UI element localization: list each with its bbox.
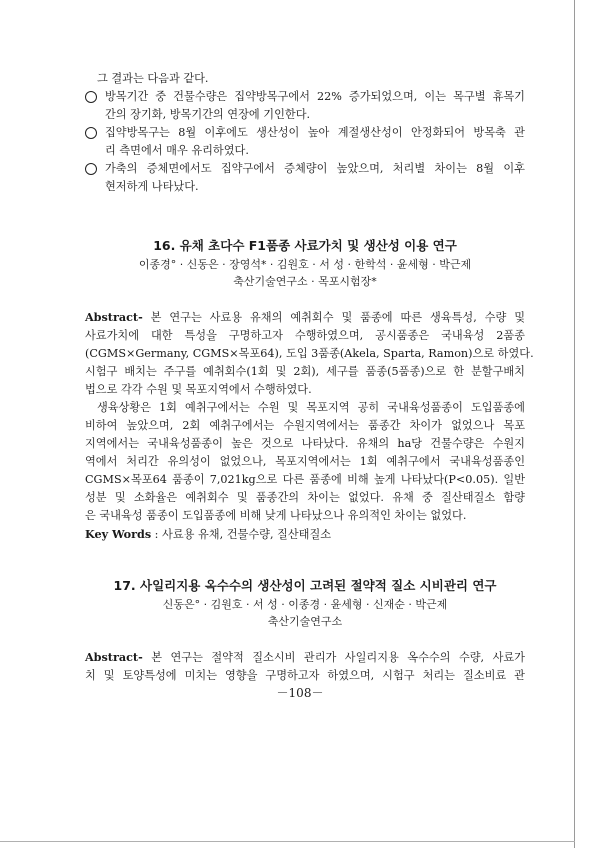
abstract-line: CGMS×목포64 품종이 7,021kg으로 다른 품종에 비해 높게 나타났다(P<0.05). 일반	[85, 473, 525, 486]
abstract-line: 역에서 처리간 유의성이 없었으나, 목포지역에서는 1회 예취구에서 국내육성품종인	[85, 455, 525, 468]
result-item	[85, 160, 525, 196]
circle-bullet-icon	[85, 163, 97, 175]
abstract-line: 비하여 높았으며, 2회 예취구에서는 수원지역에서는 품종간 차이가 없었으나 목포	[85, 419, 525, 432]
result-line: 가축의 증체면에서도 집약구에서 증체량이 높았으며, 처리별 차이는 8월 이후	[105, 162, 525, 175]
abstract-text: 본 연구는 사료용 유채의 예취회수 및 품종에 따른 생육특성, 수량 및	[142, 311, 525, 324]
affiliation: 축산기술연구소	[267, 615, 343, 628]
abstract-line: 지역에서는 국내육성품종이 높은 것으로 나타났다. 유채의 ha당 건물수량은 수원지	[85, 437, 525, 450]
result-line: 방목기간 중 건물수량은 집약방목구에서 22% 증가되었으며, 이는 목구별 휴목기	[105, 90, 525, 103]
affiliation: 축산기술연구소 · 목포시험장*	[233, 275, 377, 288]
page-body	[85, 70, 534, 685]
abstract-line: 시험구 배치는 주구를 예취회수(1회 및 2회), 세구를 품종(5품종)으로 한 분할구배치	[85, 365, 525, 378]
result-line: 집약방목구는 8월 이후에도 생산성이 높아 계절생산성이 안정화되어 방목축 관	[105, 126, 525, 139]
result-item	[85, 88, 525, 124]
page-edge-bottom	[0, 841, 575, 842]
abstract	[85, 648, 525, 685]
keywords-text: : 사료용 유채, 건물수량, 질산태질소	[151, 528, 332, 541]
result-line: 현저하게 나타났다.	[105, 180, 199, 193]
result-item	[85, 124, 525, 160]
author-list: 이종경° · 신동은 · 장영석* · 김원호 · 서 성 · 한학석 · 윤세형 · 박근제	[138, 258, 472, 271]
intro-line: 그 결과는 다음과 같다.	[97, 72, 209, 85]
abstract-line: 사료가치에 대한 특성을 구명하고자 수행하였으며, 공시품종은 국내육성 2품종	[85, 329, 525, 342]
keywords-line	[85, 525, 525, 544]
abstract-line: 치 및 토양특성에 미치는 영향을 구명하고자 하였으며, 시험구 처리는 질소비료 관	[85, 669, 525, 682]
abstract-label: Abstract-	[85, 310, 143, 324]
author-list: 신동은° · 김원호 · 서 성 · 이종경 · 윤세형 · 신재순 · 박근제	[162, 598, 448, 611]
abstract-line: (CGMS×Germany, CGMS×목포64), 도입 3품종(Akela, Sparta, Ramon)으로 하였다.	[85, 347, 534, 360]
results-list	[85, 88, 525, 196]
section-title: 16. 유채 초다수 F1품종 사료가치 및 생산성 이용 연구	[153, 238, 457, 253]
page-edge	[574, 0, 575, 848]
circle-bullet-icon	[85, 91, 97, 103]
abstract-line	[85, 648, 525, 667]
abstract-line: 생육상황은 1회 예취구에서는 수원 및 목포지역 공히 국내육성품종이 도입품종에	[97, 401, 525, 414]
abstract-line: 성분 및 소화율은 예취회수 및 품종간의 차이는 없었다. 유채 중 질산태질소 함량	[85, 491, 525, 504]
keywords-label: Key Words	[85, 527, 152, 541]
result-line: 간의 장기화, 방목기간의 연장에 기인한다.	[105, 108, 311, 121]
abstract-line: 은 국내육성 품종이 도입품종에 비해 낮게 나타났으나 유의적인 차이는 없었다.	[85, 509, 467, 522]
section-title: 17. 사일리지용 옥수수의 생산성이 고려된 절약적 질소 시비관리 연구	[113, 578, 497, 593]
result-line: 리 측면에서 매우 유리하였다.	[105, 144, 249, 157]
abstract-line: 법으로 각각 수원 및 목포지역에서 수행하였다.	[85, 383, 312, 396]
abstract-label: Abstract-	[85, 650, 143, 664]
abstract	[85, 308, 534, 544]
abstract-line	[85, 308, 525, 327]
abstract-text: 본 연구는 절약적 질소시비 관리가 사일리지용 옥수수의 수량, 사료가	[142, 651, 525, 664]
circle-bullet-icon	[85, 127, 97, 139]
page-number: －108－	[276, 686, 324, 700]
